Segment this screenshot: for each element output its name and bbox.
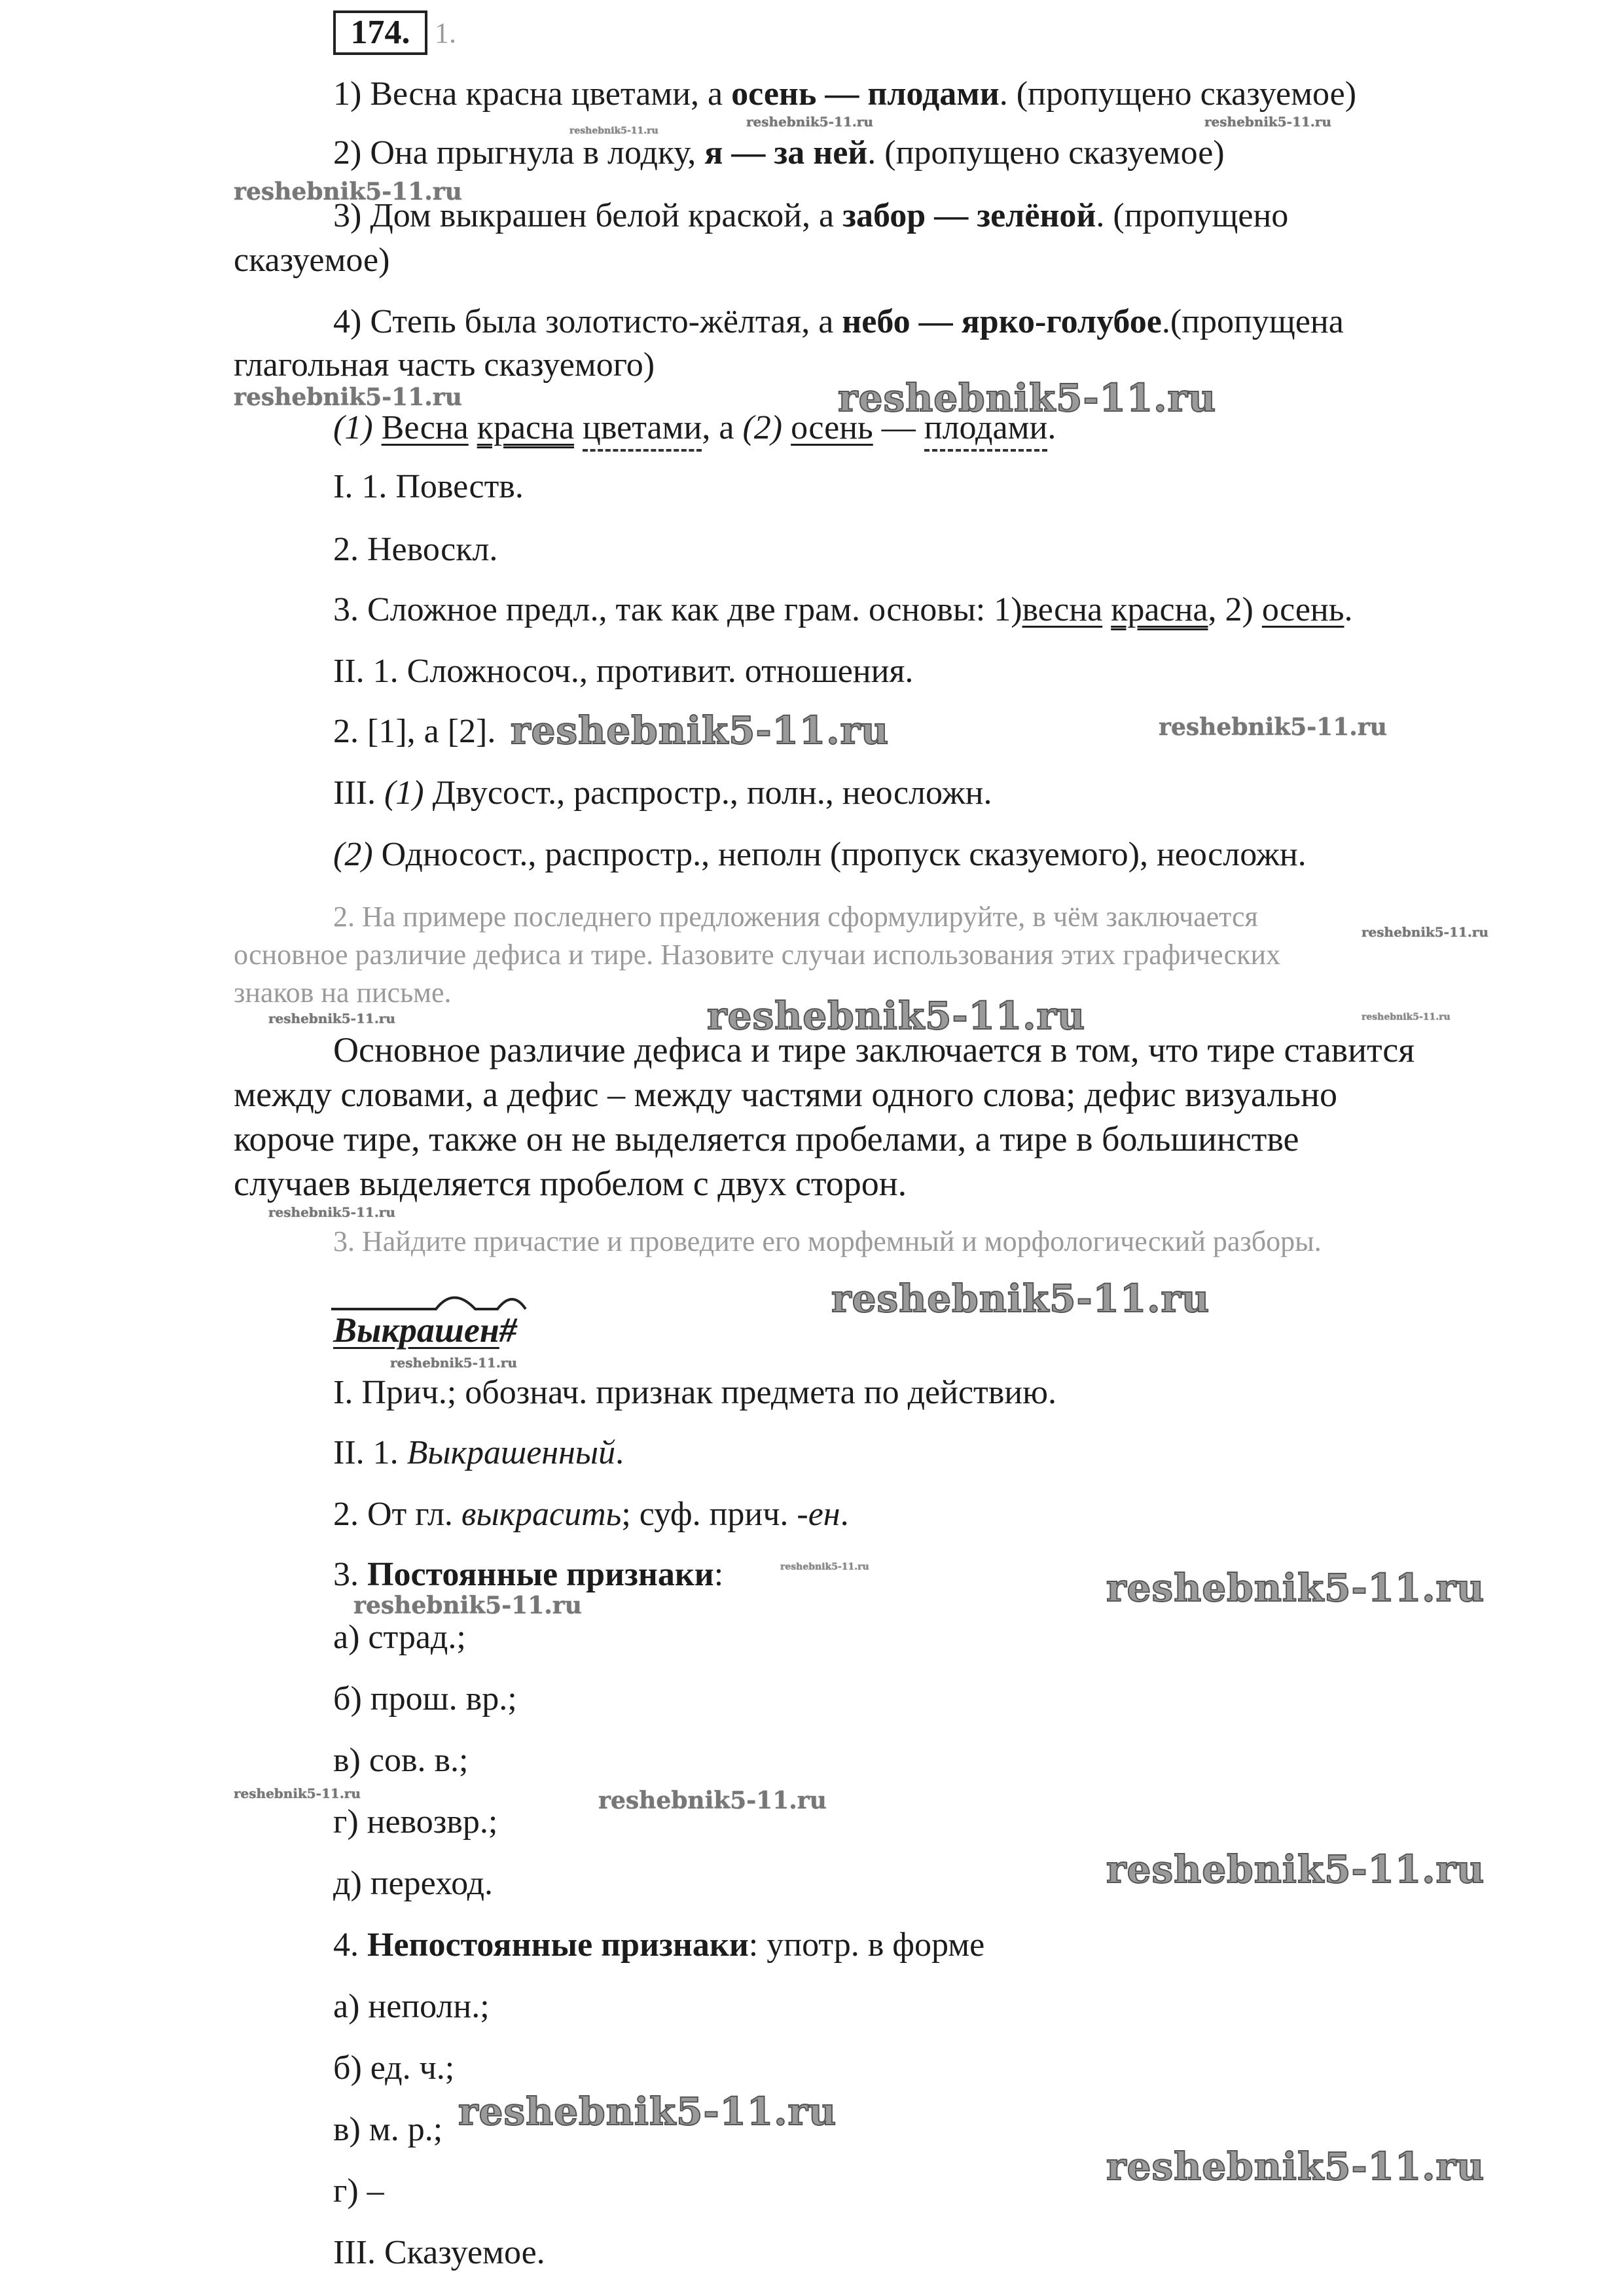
answer-3-cont: сказуемое) [234,242,390,279]
watermark: reshebnik5-11.ru [746,114,873,130]
variable-feature-1: а) неполн.; [333,1988,490,2025]
task2-answer-3: короче тире, также он не выделяется пробелами, а тире в большинстве [234,1119,1299,1159]
watermark: reshebnik5-11.ru [268,1011,395,1026]
watermark: reshebnik5-11.ru [1106,2144,1485,2189]
watermark: reshebnik5-11.ru [1362,1012,1451,1022]
watermark: reshebnik5-11.ru [1106,1847,1485,1892]
analysis-line-7: (2) Односост., распростр., неполн (пропуск сказуемого), неосложн. [333,836,1307,873]
constant-feature-1: а) страд.; [333,1619,466,1656]
answer-2: 2) Она прыгнула в лодку, я — за ней. (пропущено сказуемое) [333,134,1225,171]
watermark: reshebnik5-11.ru [1362,924,1489,940]
participle-word: Выкрашен# [333,1310,517,1350]
answer-4-cont: глагольная часть сказуемого) [234,346,655,384]
participle-line-3: 2. От гл. выкрасить; суф. прич. -ен. [333,1496,849,1533]
answer-3: 3) Дом выкрашен белой краской, а забор — зелёной. (пропущено [333,197,1289,234]
watermark: reshebnik5-11.ru [1204,114,1331,130]
watermark: reshebnik5-11.ru [780,1562,869,1572]
constant-feature-5: д) переход. [333,1865,494,1902]
analysis-line-2: 2. Невоскл. [333,531,498,568]
watermark: reshebnik5-11.ru [511,708,890,753]
subject-vesna: Весна [381,409,469,446]
constant-feature-3: в) сов. в.; [333,1742,469,1779]
variable-feature-2: б) ед. ч.; [333,2049,455,2087]
answer-1: 1) Весна красна цветами, а осень — плодами. (пропущено сказуемое) [333,75,1357,113]
answer-4: 4) Степь была золотисто-жёлтая, а небо — ярко-голубое.(пропущена [333,303,1344,340]
watermark: reshebnik5-11.ru [390,1355,517,1371]
watermark: reshebnik5-11.ru [268,1204,395,1220]
subject-osen: осень [791,409,873,446]
watermark: reshebnik5-11.ru [838,376,1217,420]
watermark: reshebnik5-11.ru [458,2089,837,2134]
analysis-line-6: III. (1) Двусост., распростр., полн., неосложн. [333,774,992,812]
participle-line-1: I. Прич.; обознач. признак предмета по действию. [333,1374,1056,1411]
watermark: reshebnik5-11.ru [234,1786,361,1801]
task2-question-2: основное различие дефиса и тире. Назовите случаи использования этих графических [234,939,1281,971]
task2-question-3: знаков на письме. [234,977,452,1009]
analysis-line-1: I. 1. Повеств. [333,468,524,505]
constant-feature-4: г) невозвр.; [333,1803,498,1841]
analysis-line-5: 2. [1], а [2]. [333,713,496,750]
variable-feature-3: в) м. р.; [333,2111,443,2148]
watermark: reshebnik5-11.ru [598,1787,827,1814]
watermark: reshebnik5-11.ru [707,994,1086,1038]
watermark: reshebnik5-11.ru [234,384,462,411]
adverbial-tsvetami: цветами [583,409,702,452]
analysis-line-4: II. 1. Сложносоч., противит. отношения. [333,653,914,690]
task1-marker: 1. [435,17,456,49]
watermark: reshebnik5-11.ru [353,1592,582,1619]
watermark: reshebnik5-11.ru [569,126,659,136]
exercise-number: 174. [333,10,427,55]
task2-answer-2: между словами, а дефис – между частями одного слова; дефис визуально [234,1075,1337,1114]
participle-line-2: II. 1. Выкрашенный. [333,1434,624,1471]
adverbial-plodami: плодами [924,409,1048,452]
task2-question-1: 2. На примере последнего предложения сформулируйте, в чём заключается [333,901,1258,933]
watermark: reshebnik5-11.ru [1106,1566,1485,1610]
watermark: reshebnik5-11.ru [234,178,462,206]
sentence-parse: (1) Весна красна цветами, а (2) осень — плодами. [333,407,1056,449]
participle-line-4: 3. Постоянные признаки: [333,1556,724,1593]
constant-feature-2: б) прош. вр.; [333,1680,517,1717]
task3-question: 3. Найдите причастие и проведите его морфемный и морфологический разборы. [333,1225,1322,1257]
watermark: reshebnik5-11.ru [1159,713,1387,741]
predicate-krasna: красна [477,409,575,446]
task2-answer-4: случаев выделяется пробелом с двух сторон. [234,1164,907,1203]
variable-feature-4: г) – [333,2172,384,2210]
watermark: reshebnik5-11.ru [831,1276,1210,1321]
participle-line-6: III. Сказуемое. [333,2234,545,2271]
participle-line-5: 4. Непостоянные признаки: употр. в форме [333,1926,985,1964]
analysis-line-3: 3. Сложное предл., так как две грам. основы: 1)весна красна, 2) осень. [333,591,1353,628]
task2-answer-1: Основное различие дефиса и тире заключается в том, что тире ставится [333,1030,1415,1070]
